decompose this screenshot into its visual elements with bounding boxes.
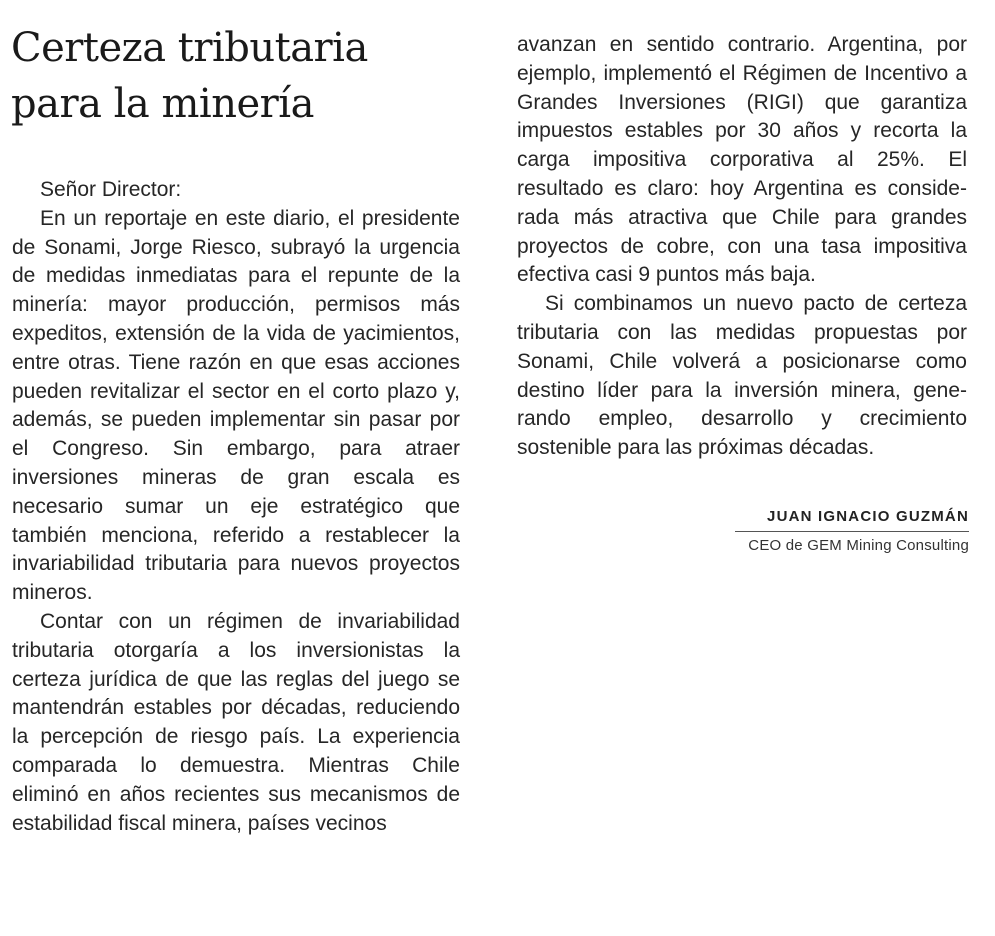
letter-paragraph-1: En un reportaje en este diario, el presidente de Sonami, Jorge Riesco, subrayó la urgencia de medidas inmediatas para el repunte de la minería: mayor producción, permisos más expeditos, extensión de la vida de yacimientos, entre otras. Tiene razón en que esas acciones pueden revitalizar el sector en el corto plazo y, además, se pueden implementar sin pasar por el Congreso. Sin embargo, para atraer inversiones mineras de gran escala es necesario sumar un eje estratégico que también menciona, referido a restablecer la invariabilidad tributaria para nuevos proyectos mineros. — [12, 206, 460, 605]
salutation: Señor Director: — [40, 178, 182, 201]
headline — [11, 20, 481, 132]
letter-paragraph-3: Si combinamos un nuevo pacto de certeza tributaria con las medidas propuestas por Sonami, Chile volverá a posicionarse como destino líder para la inversión minera, generando empleo, desarrollo y crecimiento sostenible para las próximas décadas. — [517, 292, 967, 460]
headline-line-1: Certeza tributaria — [11, 25, 368, 71]
author-role: CEO de GEM Mining Consulting — [748, 537, 969, 554]
headline-line-2: para la minería — [11, 81, 314, 127]
letter-left-column — [12, 176, 460, 838]
letter-paragraph-2-continued: avanzan en sentido contrario. Argentina, por ejemplo, implementó el Régimen de Incentivo a Grandes Inversiones (RIGI) que garantiza impuestos estables por 30 años y recorta la carga impositiva corporativa al 25%. El resultado es claro: hoy Argentina es considerada más atractiva que Chile para grandes proyectos de cobre, con una tasa impositiva efectiva casi 9 puntos más baja. — [517, 33, 967, 287]
signature-block — [669, 503, 969, 560]
letter-right-column — [517, 31, 967, 463]
author-name: JUAN IGNACIO GUZMÁN — [767, 508, 969, 525]
letter-paragraph-2: Contar con un régimen de invariabilidad tributaria otorgaría a los inversionistas la certeza jurídica de que las reglas del juego se mantendrán estables por décadas, reduciendo la percepción de riesgo país. La experiencia comparada lo demuestra. Mientras Chile eliminó en años recientes sus mecanismos de estabilidad fiscal minera, países vecinos — [12, 609, 460, 835]
